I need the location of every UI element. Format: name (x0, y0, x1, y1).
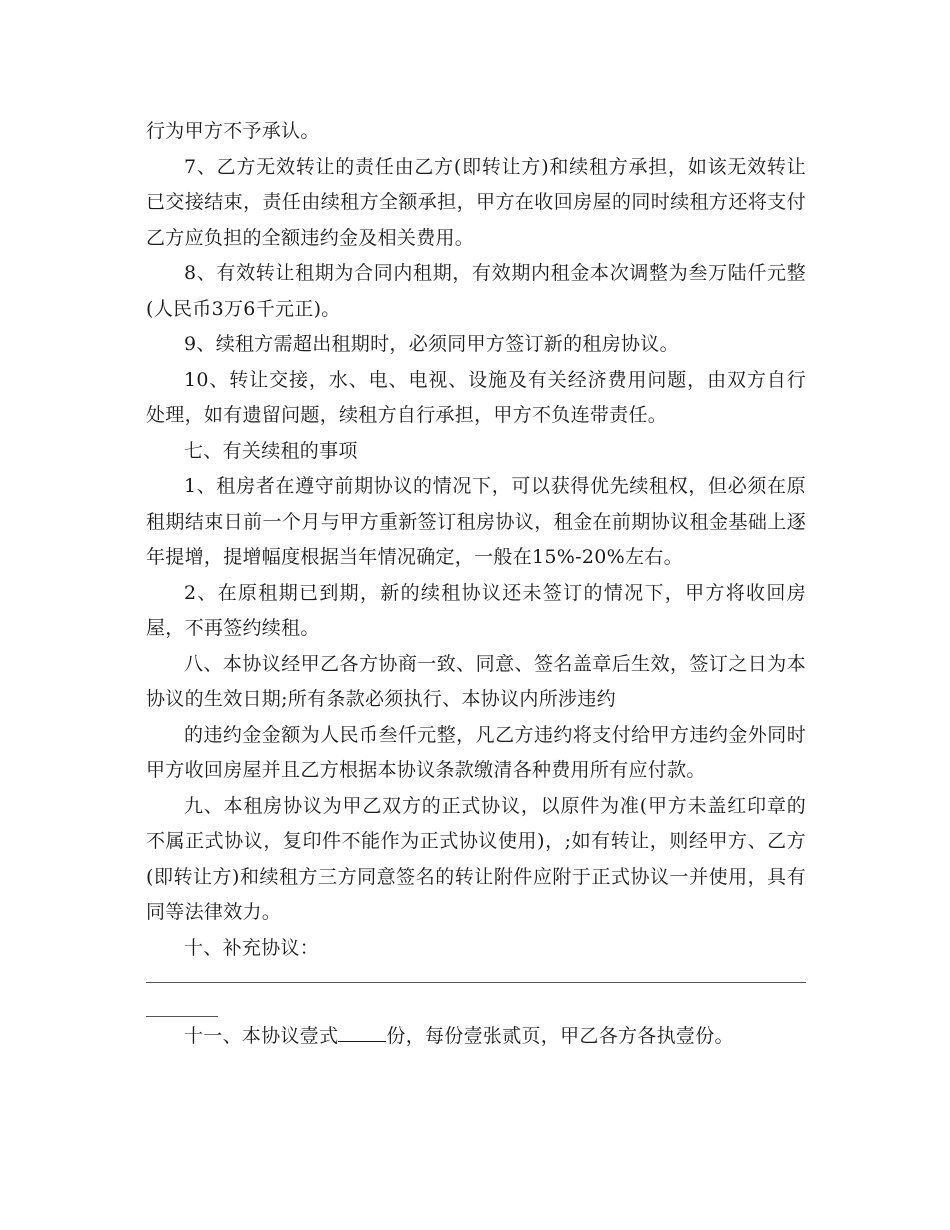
supplement-blank-line-short (146, 1016, 218, 1017)
section-7-clause-1: 1、租房者在遵守前期协议的情况下，可以获得优先续租权，但必须在原租期结束日前一个月与甲方重新签订租房协议，租金在前期协议租金基础上逐年提增，提增幅度根据当年情况确定，一般在15%-20%左右。 (146, 475, 806, 568)
supplement-blank-line (146, 982, 806, 983)
section-7-clause-2: 2、在原租期已到期，新的续租协议还未签订的情况下，甲方将收回房屋，不再签约续租。 (146, 581, 806, 639)
section-11-clause (146, 1019, 806, 1055)
section-8-continuation: 的违约金金额为人民币叁仟元整，凡乙方违约将支付给甲方违约金外同时甲方收回房屋并且乙方根据本协议条款缴清各种费用所有应付款。 (146, 723, 806, 781)
clause-9: 9、续租方需超出租期时，必须同甲方签订新的租房协议。 (184, 333, 679, 355)
clause-8: 8、有效转让租期为合同内租期，有效期内租金本次调整为叁万陆仟元整(人民币3万6千元正)。 (146, 262, 806, 320)
copies-blank-field (338, 1023, 386, 1042)
section-7-heading: 七、有关续租的事项 (184, 439, 358, 462)
section-9-clause: 九、本租房协议为甲乙双方的正式协议，以原件为准(甲方未盖红印章的不属正式协议，复印件不能作为正式协议使用)，;如有转让，则经甲方、乙方(即转让方)和续租方三方同意签名的转让附件应附于正式协议一并使用，具有同等法律效力。 (146, 794, 806, 923)
document-body (146, 114, 806, 1055)
section-11-text-start: 十一、本协议壹式 (184, 1025, 339, 1047)
section-11-text-end: 份，每份壹张贰页，甲乙各方各执壹份。 (386, 1025, 734, 1047)
section-10-heading: 十、补充协议： (184, 936, 320, 959)
section-8-clause: 八、本协议经甲乙各方协商一致、同意、签名盖章后生效，签订之日为本协议的生效日期;所有条款必须执行、本协议内所涉违约 (146, 652, 806, 710)
clause-7: 7、乙方无效转让的责任由乙方(即转让方)和续租方承担，如该无效转让已交接结束，责任由续租方全额承担，甲方在收回房屋的同时续租方还将支付乙方应负担的全额违约金及相关费用。 (146, 155, 806, 249)
paragraph-continuation: 行为甲方不予承认。 (146, 120, 320, 142)
clause-10: 10、转让交接，水、电、电视、设施及有关经济费用问题，由双方自行处理，如有遗留问题，续租方自行承担，甲方不负连带责任。 (146, 368, 806, 426)
